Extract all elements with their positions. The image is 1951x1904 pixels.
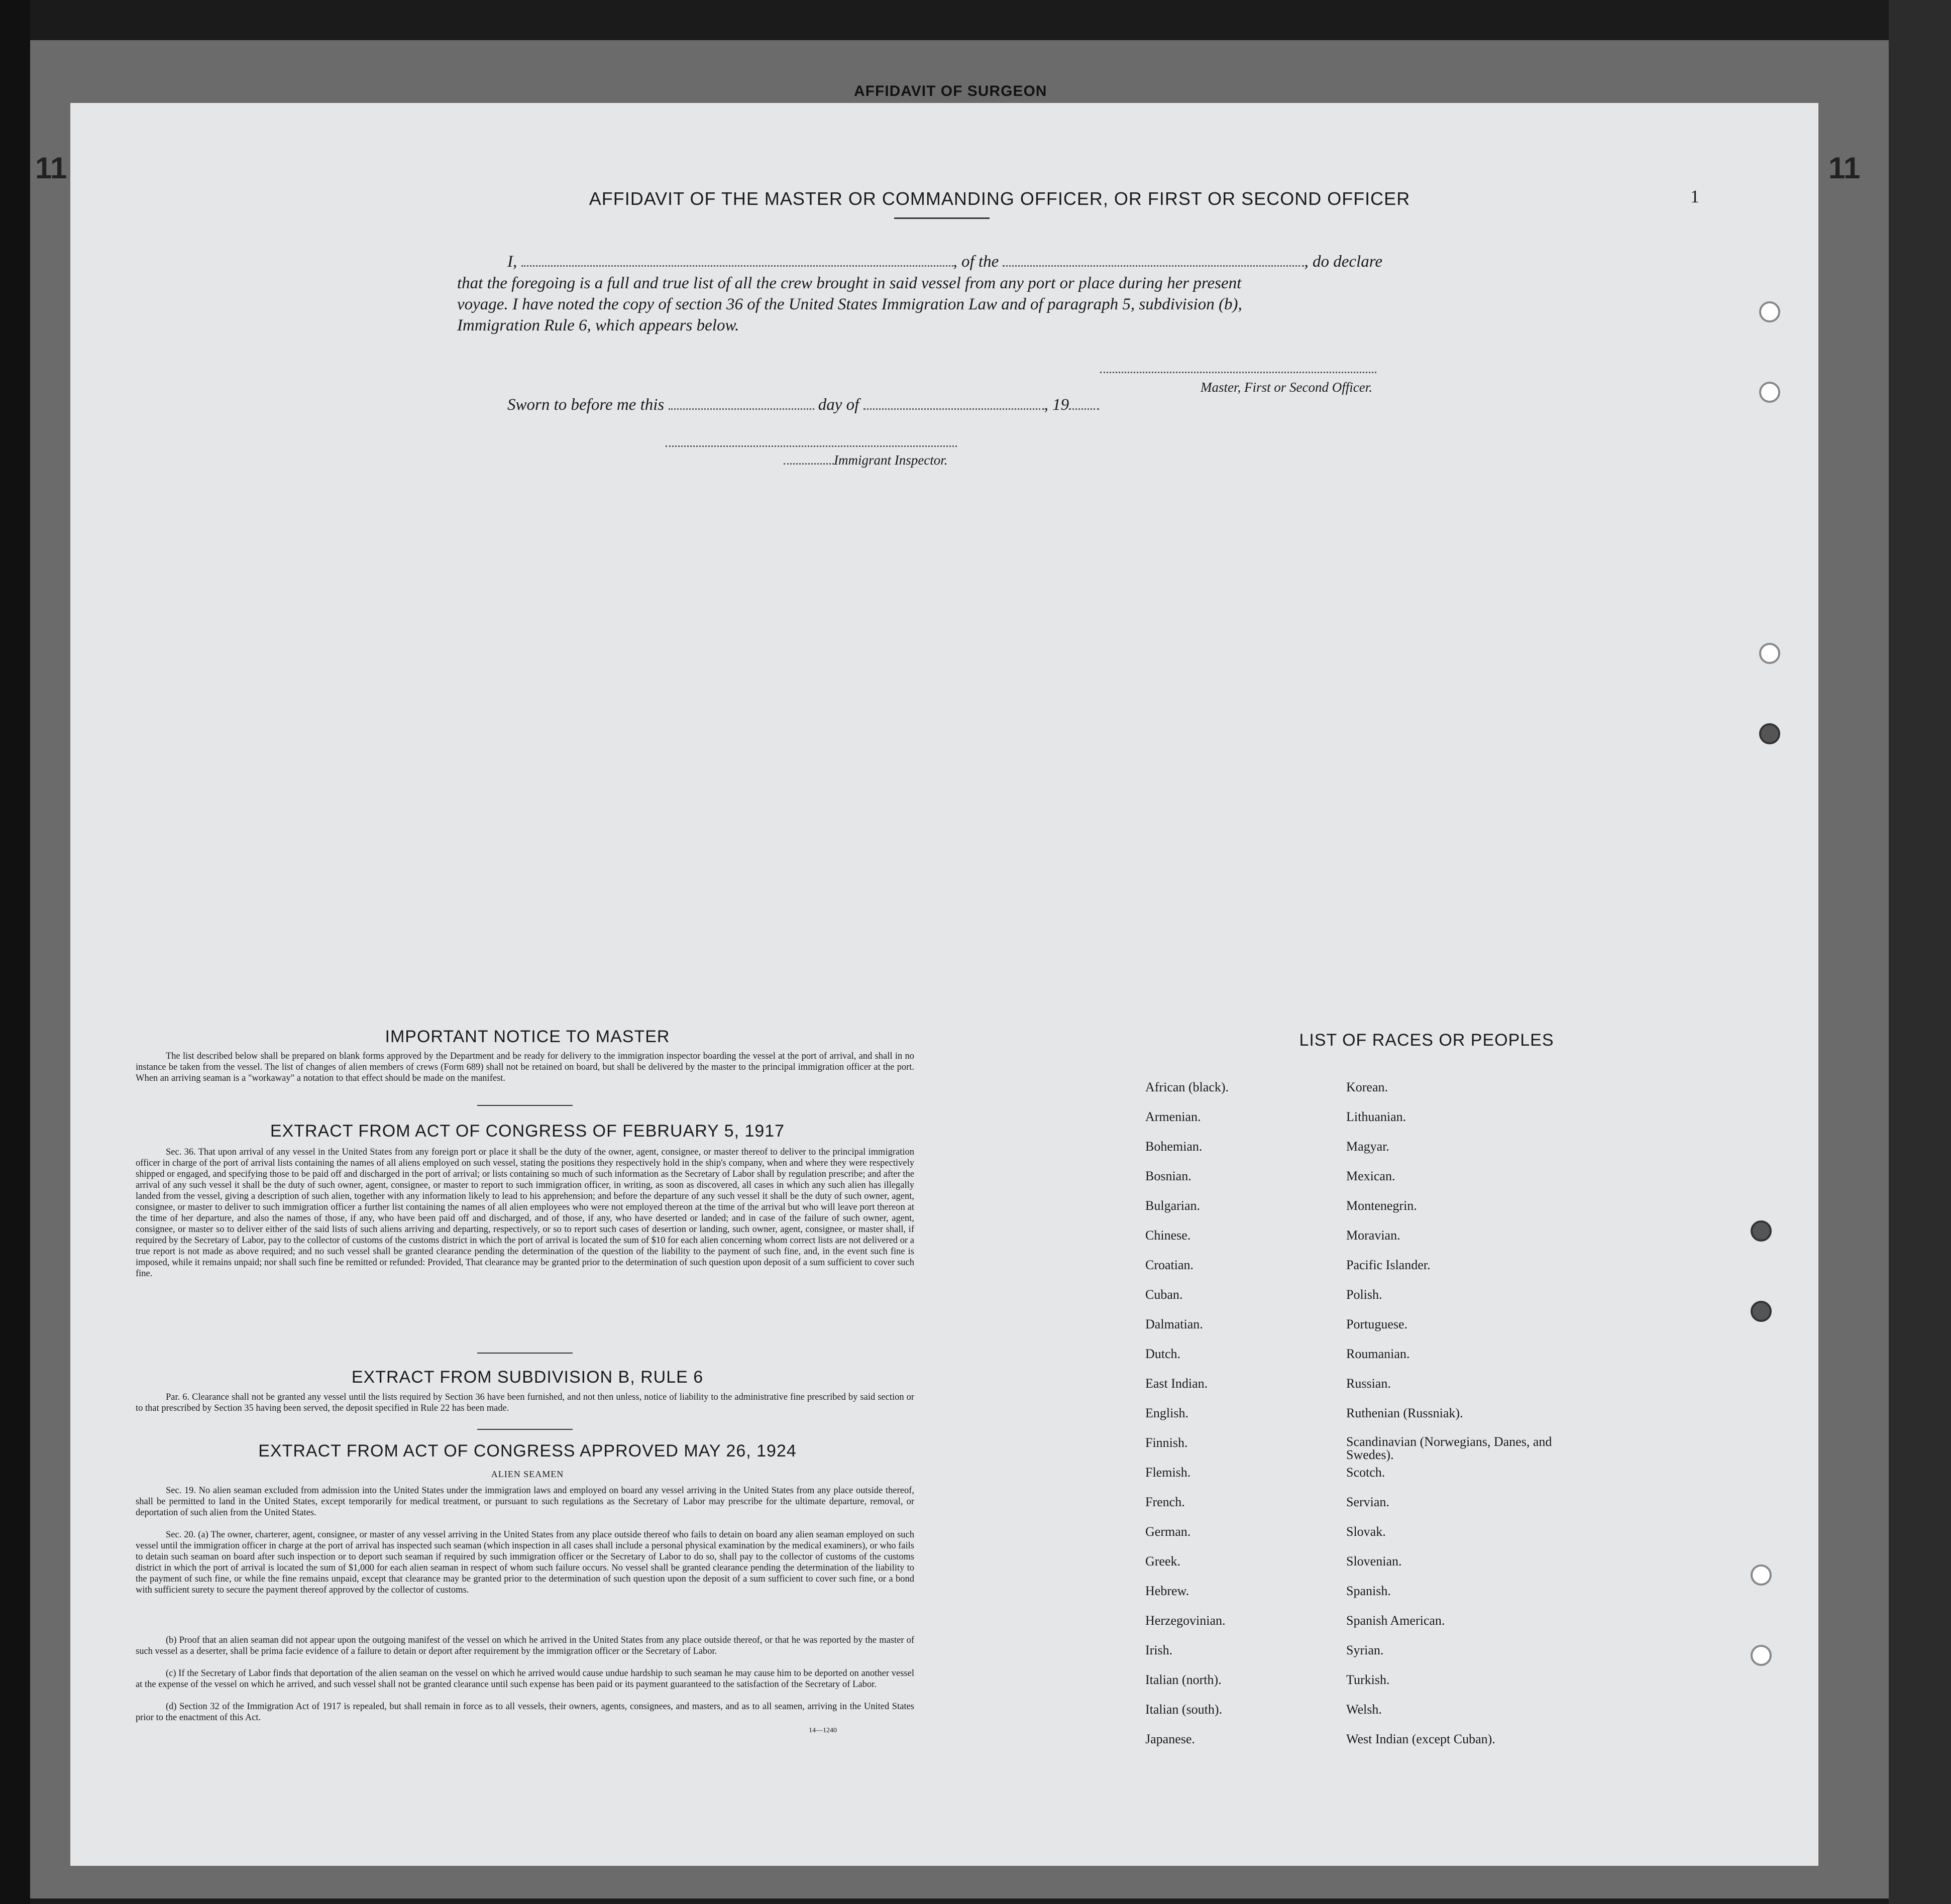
race-item: Flemish.	[1145, 1465, 1191, 1480]
races-column-1	[1145, 1080, 1336, 1761]
race-item: Dutch.	[1145, 1347, 1181, 1361]
document-page	[70, 103, 1818, 1866]
race-item: Roumanian.	[1346, 1347, 1410, 1361]
race-item: Armenian.	[1145, 1109, 1201, 1124]
divider-rule	[477, 1429, 573, 1430]
sworn-line	[507, 394, 1211, 415]
inspector-dots	[784, 463, 834, 465]
race-item: Cuban.	[1145, 1287, 1183, 1302]
race-item: Herzegovinian.	[1145, 1613, 1226, 1628]
race-item: Bohemian.	[1145, 1139, 1203, 1154]
signature-label: Master, First or Second Officer.	[1201, 380, 1372, 395]
race-item: Croatian.	[1145, 1258, 1194, 1272]
punch-hole-icon	[1759, 723, 1780, 744]
punch-hole-icon	[1759, 301, 1780, 322]
race-item: Russian.	[1346, 1376, 1391, 1391]
label-year: , 19	[1044, 396, 1069, 414]
punch-hole-icon	[1759, 643, 1780, 664]
race-item: German.	[1145, 1524, 1191, 1539]
form-code: 14—1240	[809, 1727, 837, 1734]
label-do-declare: , do declare	[1304, 253, 1382, 271]
vessel-blank[interactable]	[1003, 265, 1304, 267]
race-item: Moravian.	[1346, 1228, 1400, 1243]
extract2-title: EXTRACT FROM SUBDIVISION B, RULE 6	[351, 1368, 704, 1387]
race-item: Pacific Islander.	[1346, 1258, 1431, 1272]
affidavit-line-4: Immigration Rule 6, which appears below.	[457, 316, 739, 334]
year-blank[interactable]	[1069, 408, 1099, 410]
race-item: Hebrew.	[1145, 1584, 1189, 1598]
title-rule	[894, 217, 990, 219]
extract3-paragraph-4: (c) If the Secretary of Labor finds that deportation of the alien seaman on the vessel on which he arrived would cause undue hardship to such seaman he may cause him to be deported on another vessel at the expense of the vessel on which he arrived, and such vessel shall not be granted clearance until such expense has been paid or its payment guaranteed to the satisfaction of the Secretary of Labor.	[136, 1668, 914, 1690]
name-blank[interactable]	[521, 265, 953, 267]
extract3-paragraph-2: Sec. 20. (a) The owner, charterer, agent, consignee, or master of any vessel arriving in the United States from any place outside thereof who fails to detain on board any alien seaman employed on such vessel until the immigration officer in charge at the port of arrival has inspected such seaman (which inspection in all cases shall include a personal physical examination by the medical examiners), or who fails to detain such seaman on board after such inspection or to deport such seaman if required by such immigration officer or the Secretary of Labor to do so, shall pay to the collector of customs of the customs district in which the port of arrival is located the sum of $1,000 for each alien seaman in respect of whom such failure occurs. No vessel shall be granted clearance pending the determination of the liability to the payment of such fine, or while the fine remains unpaid, except that clearance may be granted prior to the determination of such question upon the deposit of a sum sufficient to cover such fine, or a bond with sufficient surety to secure the payment thereof approved by the collector of customs.	[136, 1530, 914, 1595]
race-item: Montenegrin.	[1346, 1198, 1417, 1213]
notice-text: The list described below shall be prepared on blank forms approved by the Department and be ready for delivery to the immigration inspector boarding the vessel at the port of arrival, and shall in no instance be taken from the vessel. The list of changes of alien members of crews (Form 689) shall not be retained on board, but shall be delivered by the master to the principal immigration officer at the port. When an arriving seaman is a "workaway" a notation to that effect should be made on the manifest.	[136, 1051, 914, 1083]
race-item: French.	[1145, 1495, 1185, 1509]
signature-blank[interactable]	[1100, 372, 1376, 373]
race-item: Turkish.	[1346, 1672, 1390, 1687]
extract3-paragraph-3: (b) Proof that an alien seaman did not appear upon the outgoing manifest of the vessel on which he arrived in the United States from any place outside thereof, or that he was reported by the master of such vessel as a deserter, shall be prima facie evidence of a failure to detain or deport after requirement by the immigration officer or the Secretary of Labor.	[136, 1635, 914, 1656]
race-item: Magyar.	[1346, 1139, 1389, 1154]
race-item: Ruthenian (Russniak).	[1346, 1406, 1463, 1420]
inspector-signature-blank[interactable]	[666, 445, 957, 447]
label-day-of: day of	[818, 396, 859, 414]
race-item: Irish.	[1145, 1643, 1173, 1657]
affidavit-title: AFFIDAVIT OF THE MASTER OR COMMANDING OFFICER, OR FIRST OR SECOND OFFICER	[589, 188, 1411, 209]
race-item: Syrian.	[1346, 1643, 1384, 1657]
race-item: Spanish.	[1346, 1584, 1391, 1598]
scan-right-edge	[1889, 0, 1951, 1904]
race-item: Italian (south).	[1145, 1702, 1223, 1717]
affidavit-line-3: voyage. I have noted the copy of section 36 of the United States Immigration Law and of paragraph 5, subdivision (b),	[457, 295, 1242, 313]
margin-number-left: 11	[35, 151, 67, 185]
race-item: Scotch.	[1346, 1465, 1385, 1480]
affidavit-line-1	[507, 251, 1502, 272]
race-item: Scandinavian (Norwegians, Danes, and Swedes).	[1346, 1434, 1552, 1462]
extract2-text: Par. 6. Clearance shall not be granted any vessel until the lists required by Section 36 have been furnished, and not then unless, notice of liability to the administrative fine prescribed by said section or to that prescribed by Section 35 having been served, the deposit specified in Rule 22 has been made.	[136, 1392, 914, 1413]
race-item: Finnish.	[1145, 1435, 1188, 1450]
month-blank[interactable]	[863, 408, 1044, 410]
inspector-label	[784, 450, 947, 471]
race-item: Bosnian.	[1145, 1169, 1191, 1183]
label-i: I,	[507, 253, 517, 271]
race-item: Mexican.	[1346, 1169, 1395, 1183]
race-item: Chinese.	[1145, 1228, 1191, 1243]
race-item: Spanish American.	[1346, 1613, 1445, 1628]
race-item: Servian.	[1346, 1495, 1389, 1509]
race-item: Lithuanian.	[1346, 1109, 1406, 1124]
label-of-the: , of the	[953, 253, 999, 271]
page-number: 1	[1690, 186, 1699, 206]
races-title: LIST OF RACES OR PEOPLES	[1299, 1031, 1554, 1050]
race-item: Dalmatian.	[1145, 1317, 1203, 1331]
punch-hole-icon	[1751, 1220, 1772, 1242]
divider-rule	[477, 1353, 573, 1354]
race-item: African (black).	[1145, 1080, 1229, 1094]
punch-hole-icon	[1751, 1301, 1772, 1322]
notice-title: IMPORTANT NOTICE TO MASTER	[385, 1027, 670, 1046]
race-item: Greek.	[1145, 1554, 1181, 1569]
extract3-paragraph-5: (d) Section 32 of the Immigration Act of 1917 is repealed, but shall remain in force as to all vessels, their owners, agents, consignees, and masters, and as to all seamen, arriving in the United States prior to the enactment of this Act.	[136, 1702, 914, 1723]
race-item: Polish.	[1346, 1287, 1382, 1302]
race-item: Bulgarian.	[1145, 1198, 1201, 1213]
punch-hole-icon	[1751, 1645, 1772, 1666]
extract1-title: EXTRACT FROM ACT OF CONGRESS OF FEBRUARY 5, 1917	[270, 1122, 785, 1141]
race-item: Portuguese.	[1346, 1317, 1408, 1331]
top-label: AFFIDAVIT OF SURGEON	[854, 83, 1047, 99]
extract3-paragraph-1: Sec. 19. No alien seaman excluded from admission into the United States under the immigration laws and employed on board any vessel arriving in the United States from any place outside thereof, shall be permitted to land in the United States, except temporarily for medical treatment, or pursuant to such regulations as the Secretary of Labor may prescribe for the ultimate departure, removal, or deportation of such alien from the United States.	[136, 1486, 914, 1518]
affidavit-line-2: that the foregoing is a full and true list of all the crew brought in said vessel from any port or place during her present	[457, 274, 1242, 292]
race-item: Korean.	[1346, 1080, 1388, 1094]
inspector-label-text: Immigrant Inspector.	[834, 453, 948, 468]
race-item: English.	[1145, 1406, 1188, 1420]
punch-hole-icon	[1751, 1564, 1772, 1586]
extract1-text: Sec. 36. That upon arrival of any vessel in the United States from any foreign port or place it shall be the duty of the owner, agent, consignee, or master thereof to deliver to the principal immigration officer in charge of the port of arrival lists containing the names of all aliens employed on such vessel, stating the positions they respectively hold in the ship's company, when and where they were respectively shipped or engaged, and specifying those to be paid off and discharged in the port of arrival; or lists containing so much of such information as the Secretary of Labor shall by regulation prescribe; and after the arrival of any such vessel it shall be the duty of such owner, agent, consignee, or master to report to such immigration officer, in writing, as soon as discovered, all cases in which any such alien has illegally landed from the vessel, giving a description of such alien, together with any information likely to lead to his apprehension; and before the departure of any such vessel it shall be the duty of such owner, agent, consignee, or master to deliver to such immigration officer a further list containing the names of all alien employees who were not employed thereon at the time of the arrival but who will leave port thereon at the time of her departure, and also the names of those, if any, who have been paid off and discharged, and of those, if any, who have deserted or landed; and in case of the failure of such owner, agent, consignee, or master so to deliver either of the said lists of such aliens arriving and departing, respectively, or so to report such cases of desertion or landing, such owner, agent, consignee, or master shall, if required by the Secretary of Labor, pay to the collector of customs of the customs district in which the port of arrival is located the sum of $10 for each alien concerning whom correct lists are not delivered or a true report is not made as above required; and no such vessel shall be granted clearance pending the determination of the question of the liability to the payment of such fine, and, in the event such fine is imposed, while it remains unpaid; nor shall such fine be remitted or refunded: Provided, That clearance may be granted prior to the determination of such question upon deposit of a sum sufficient to cover such fine.	[136, 1147, 914, 1279]
races-column-2	[1346, 1080, 1557, 1761]
punch-hole-icon	[1759, 382, 1780, 403]
day-blank[interactable]	[669, 408, 814, 410]
extract3-subtitle: ALIEN SEAMEN	[491, 1469, 564, 1479]
extract3-title: EXTRACT FROM ACT OF CONGRESS APPROVED MAY 26, 1924	[258, 1441, 797, 1461]
race-item: Japanese.	[1145, 1732, 1195, 1746]
race-item: East Indian.	[1145, 1376, 1208, 1391]
race-item: Welsh.	[1346, 1702, 1382, 1717]
race-item: Italian (north).	[1145, 1672, 1222, 1687]
margin-number-right: 11	[1828, 151, 1861, 185]
race-item: Slovenian.	[1346, 1554, 1402, 1569]
race-item: West Indian (except Cuban).	[1346, 1732, 1495, 1746]
race-item: Slovak.	[1346, 1524, 1386, 1539]
scan-left-edge	[0, 0, 30, 1904]
label-sworn: Sworn to before me this	[507, 396, 665, 414]
divider-rule	[477, 1105, 573, 1106]
